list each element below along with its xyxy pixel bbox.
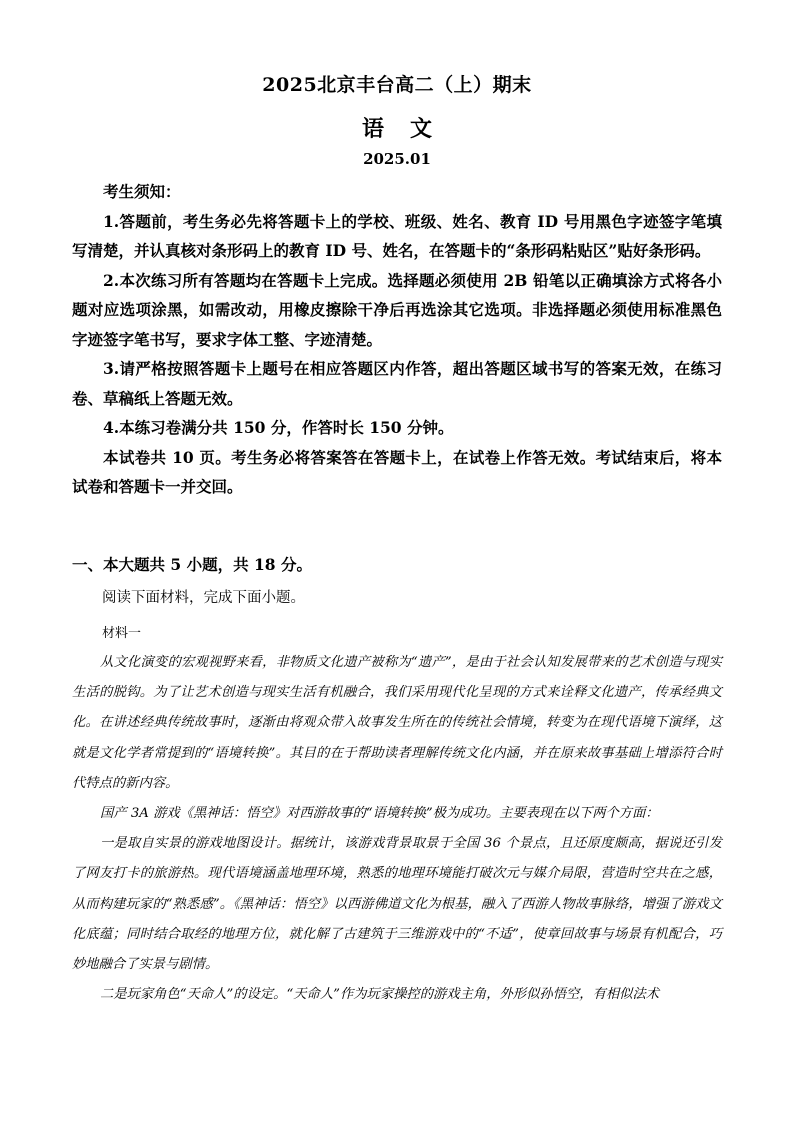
material-paragraph: 一是取自实景的游戏地图设计。据统计，该游戏背景取景于全国 36 个景点，且还原度颇高，据说还引发了网友打卡的旅游热。现代语境涵盖地理环境，熟悉的地理环境能打破次元与媒介局限，营造时空共在之感，从而构建玩家的“熟悉感”。《黑神话：悟空》以西游佛道文化为根基，融入了西游人物故事脉络，增强了游戏文化底蕴；同时结合取经的地理方位，就化解了古建筑于三维游戏中的“不适”，使章回故事与场景有机配合，巧妙地融合了实景与剧情。 bbox=[72, 836, 722, 973]
notice-item: 3.请严格按照答题卡上题号在相应答题区内作答，超出答题区域书写的答案无效，在练习卷、草稿纸上答题无效。 bbox=[72, 359, 722, 408]
notice-item: 1.答题前，考生务必先将答题卡上的学校、班级、姓名、教育 ID 号用黑色字迹签字笔填写清楚，并认真核对条形码上的教育 ID 号、姓名，在答题卡的“条形码粘贴区”贴好条形码。 bbox=[72, 211, 722, 260]
reading-instruction: 阅读下面材料，完成下面小题。 bbox=[102, 590, 305, 606]
material-text bbox=[72, 648, 722, 1010]
material-paragraph: 从文化演变的宏观视野来看，非物质文化遗产被称为“遗产”，是由于社会认知发展带来的艺术创造与现实生活的脱钩。为了让艺术创造与现实生活有机融合，我们采用现代化呈现的方式来诠释文化遗产，传承经典文化。在讲述经典传统故事时，逐渐由将观众带入故事发生所在的传统社会情境，转变为在现代语境下演绎，这就是文化学者常提到的“语境转换”。其目的在于帮助读者理解传统文化内涵，并在原来故事基础上增添符合时代特点的新内容。 bbox=[72, 655, 722, 791]
material-label: 材料一 bbox=[102, 626, 142, 641]
material-paragraph: 二是玩家角色“天命人”的设定。“天命人”作为玩家操控的游戏主角，外形似孙悟空，有相似法术 bbox=[100, 987, 660, 1003]
section-heading: 一、本大题共 5 小题，共 18 分。 bbox=[72, 555, 312, 574]
material-paragraph: 国产 3A 游戏《黑神话：悟空》对西游故事的“语境转换”极为成功。主要表现在以下两个方面： bbox=[100, 806, 659, 822]
notice-item: 2.本次练习所有答题均在答题卡上完成。选择题必须使用 2B 铅笔以正确填涂方式将各小题对应选项涂黑，如需改动，用橡皮擦除干净后再选涂其它选项。非选择题必须使用标准黑色字迹签字笔书写，要求字体工整、字迹清楚。 bbox=[72, 270, 722, 349]
exam-title: 2025北京丰台高二（上）期末 bbox=[262, 74, 532, 96]
notice-heading: 考生须知： bbox=[103, 182, 181, 201]
exam-date: 2025.01 bbox=[363, 150, 431, 168]
notice-item: 4.本练习卷满分共 150 分，作答时长 150 分钟。 bbox=[103, 418, 454, 437]
notice-item: 本试卷共 10 页。考生务必将答案答在答题卡上，在试卷上作答无效。考试结束后，将本试卷和答题卡一并交回。 bbox=[72, 447, 722, 496]
subject-title: 语文 bbox=[361, 116, 458, 142]
exam-notice bbox=[72, 177, 722, 502]
